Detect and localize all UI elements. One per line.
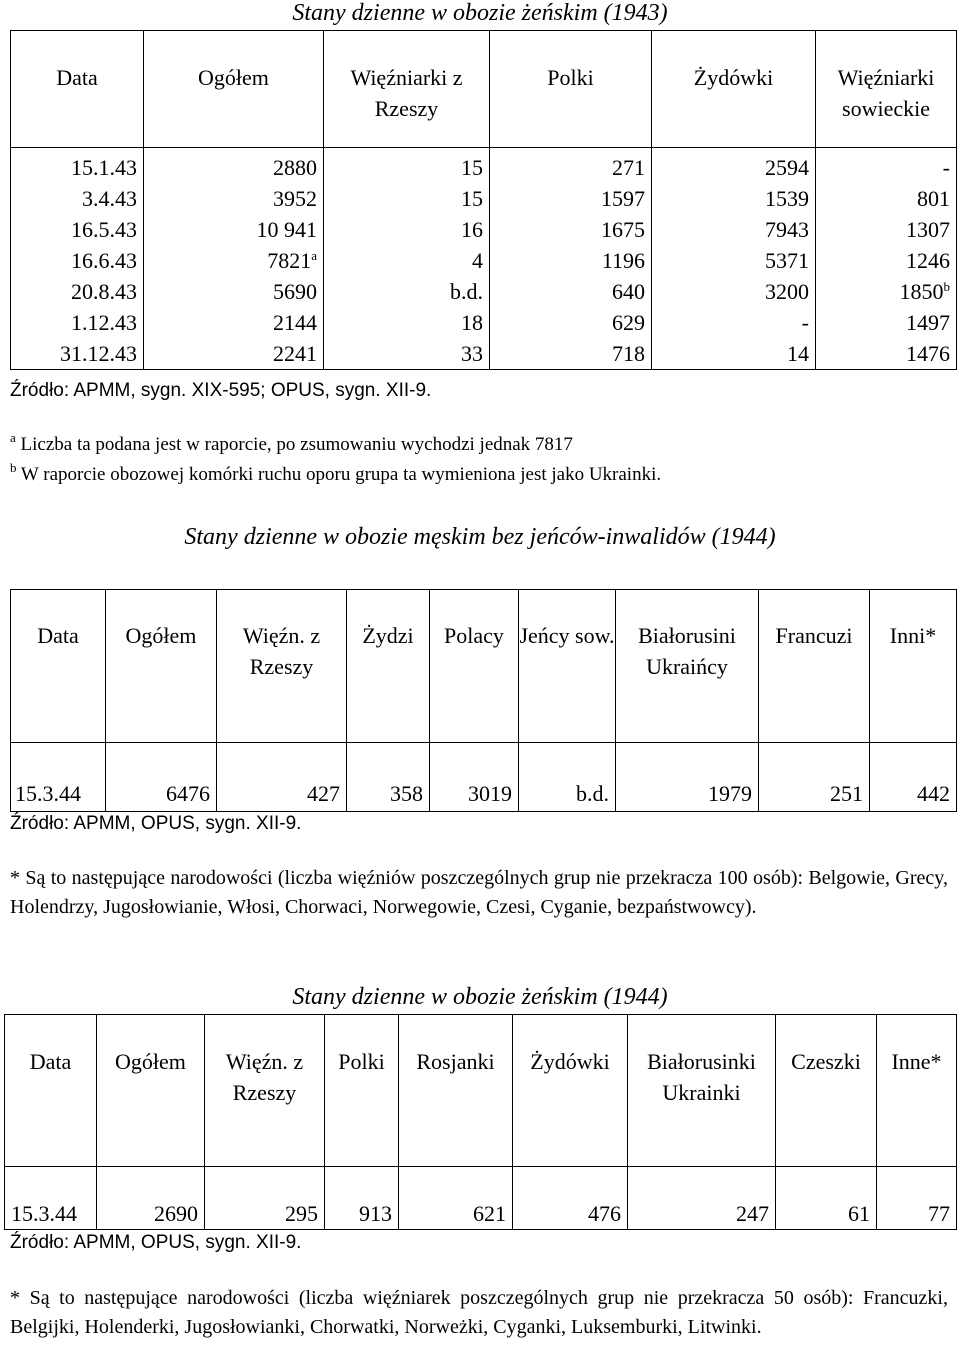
table1-title: Stany dzienne w obozie żeńskim (1943)	[292, 0, 668, 26]
table3-header-czeszki: Czeszki	[776, 1015, 877, 1167]
table3-header-row	[5, 1015, 957, 1167]
table1-header-zydowki: Żydówki	[652, 31, 816, 148]
table3-note: * Są to następujące narodowości (liczba więźniarek poszczególnych grup nie przekracza 50 osób): Francuzki, Belgijki, Holenderki, Jugosłowianki, Chorwatki, Norweżki, Cyganki, Luksemburki, Litwinki.	[10, 1287, 948, 1338]
table1-header-row	[11, 31, 957, 148]
table3-source: Źródło: APMM, OPUS, sygn. XII-9.	[10, 1232, 302, 1253]
table3-cell: 2690	[97, 1167, 205, 1230]
table1-col-polki: 271 1597 1675 1196 640 629 718	[490, 148, 652, 370]
table1-col-total: 2880 3952 10 941 7821$^a$ 5690 2144 2241	[144, 148, 324, 370]
table2-title: Stany dzienne w obozie męskim bez jeńców-inwalidów (1944)	[184, 524, 776, 550]
footnote-ref-a: a	[311, 248, 317, 263]
table-row	[11, 743, 957, 812]
table3-header-inne: Inne*	[877, 1015, 957, 1167]
table-row	[5, 1167, 957, 1230]
table2-cell: 1979	[616, 743, 759, 812]
table2-cell: 442	[870, 743, 957, 812]
table1-header-soviet: Więźniarki sowieckie	[816, 31, 957, 148]
table3-header-polki: Polki	[325, 1015, 399, 1167]
table2-cell: 6476	[106, 743, 217, 812]
table2-note: * Są to następujące narodowości (liczba więźniów poszczególnych grup nie przekracza 100 osób): Belgowie, Grecy, Holendrzy, Jugosłowianie, Włosi, Chorwaci, Norwegowie, Czesi, Cyganie, bezpaństwowcy).	[10, 867, 948, 918]
footnote-a: $^a$ Liczba ta podana jest w raporcie, po zsumowaniu wychodzi jednak 7817	[10, 430, 573, 455]
table2-header-row	[11, 590, 957, 743]
table1	[10, 30, 957, 370]
table2-header-inni: Inni*	[870, 590, 957, 743]
table3-cell: 295	[205, 1167, 325, 1230]
table1-col-zydowki: 2594 1539 7943 5371 3200 - 14	[652, 148, 816, 370]
table3-header-rosjanki: Rosjanki	[399, 1015, 513, 1167]
table2-cell: 15.3.44	[11, 743, 106, 812]
table2-source: Źródło: APMM, OPUS, sygn. XII-9.	[10, 813, 302, 834]
table3-header-zydowki: Żydówki	[513, 1015, 628, 1167]
table2-header-jency: Jeńcy sow.	[519, 590, 616, 743]
table3-cell: 247	[628, 1167, 776, 1230]
table3-header-bialorusinki: Białorusinki Ukrainki	[628, 1015, 776, 1167]
table3-header-reich: Więźn. z Rzeszy	[205, 1015, 325, 1167]
table1-header-reich: Więźniarki z Rzeszy	[324, 31, 490, 148]
table1-source: Źródło: APMM, sygn. XIX-595; OPUS, sygn. XII-9.	[10, 380, 432, 401]
table2-cell: 427	[217, 743, 347, 812]
table2-cell: 251	[759, 743, 870, 812]
table3-header-data: Data	[5, 1015, 97, 1167]
table3-cell: 476	[513, 1167, 628, 1230]
table2-cell: 358	[347, 743, 430, 812]
table3-header-total: Ogółem	[97, 1015, 205, 1167]
table1-header-total: Ogółem	[144, 31, 324, 148]
table3	[4, 1014, 957, 1230]
table3-cell: 61	[776, 1167, 877, 1230]
table2-header-francuzi: Francuzi	[759, 590, 870, 743]
table1-header-polki: Polki	[490, 31, 652, 148]
table3-cell: 77	[877, 1167, 957, 1230]
table3-cell: 621	[399, 1167, 513, 1230]
table3-cell: 913	[325, 1167, 399, 1230]
table1-col-data: 15.1.43 3.4.43 16.5.43 16.6.43 20.8.43 1.12.43 31.12.43	[11, 148, 144, 370]
table2-header-polacy: Polacy	[430, 590, 519, 743]
table1-col-soviet: - 801 1307 1246 1850$^b$ 1497 1476	[816, 148, 957, 370]
table3-cell: 15.3.44	[5, 1167, 97, 1230]
table1-header-data: Data	[11, 31, 144, 148]
table2-header-total: Ogółem	[106, 590, 217, 743]
table2-header-reich: Więźn. z Rzeszy	[217, 590, 347, 743]
table1-col-reich: 15 15 16 4 b.d. 18 33	[324, 148, 490, 370]
table-row	[11, 148, 957, 370]
table2-header-bialorusini: Białorusini Ukraińcy	[616, 590, 759, 743]
table2-cell: b.d.	[519, 743, 616, 812]
table2-header-data: Data	[11, 590, 106, 743]
table2-cell: 3019	[430, 743, 519, 812]
table3-title: Stany dzienne w obozie żeńskim (1944)	[292, 984, 668, 1010]
table2	[10, 589, 957, 812]
table2-header-zydzi: Żydzi	[347, 590, 430, 743]
footnote-b: $^b$ W raporcie obozowej komórki ruchu oporu grupa ta wymieniona jest jako Ukrainki.	[10, 460, 662, 485]
footnote-ref-b: b	[943, 279, 950, 294]
